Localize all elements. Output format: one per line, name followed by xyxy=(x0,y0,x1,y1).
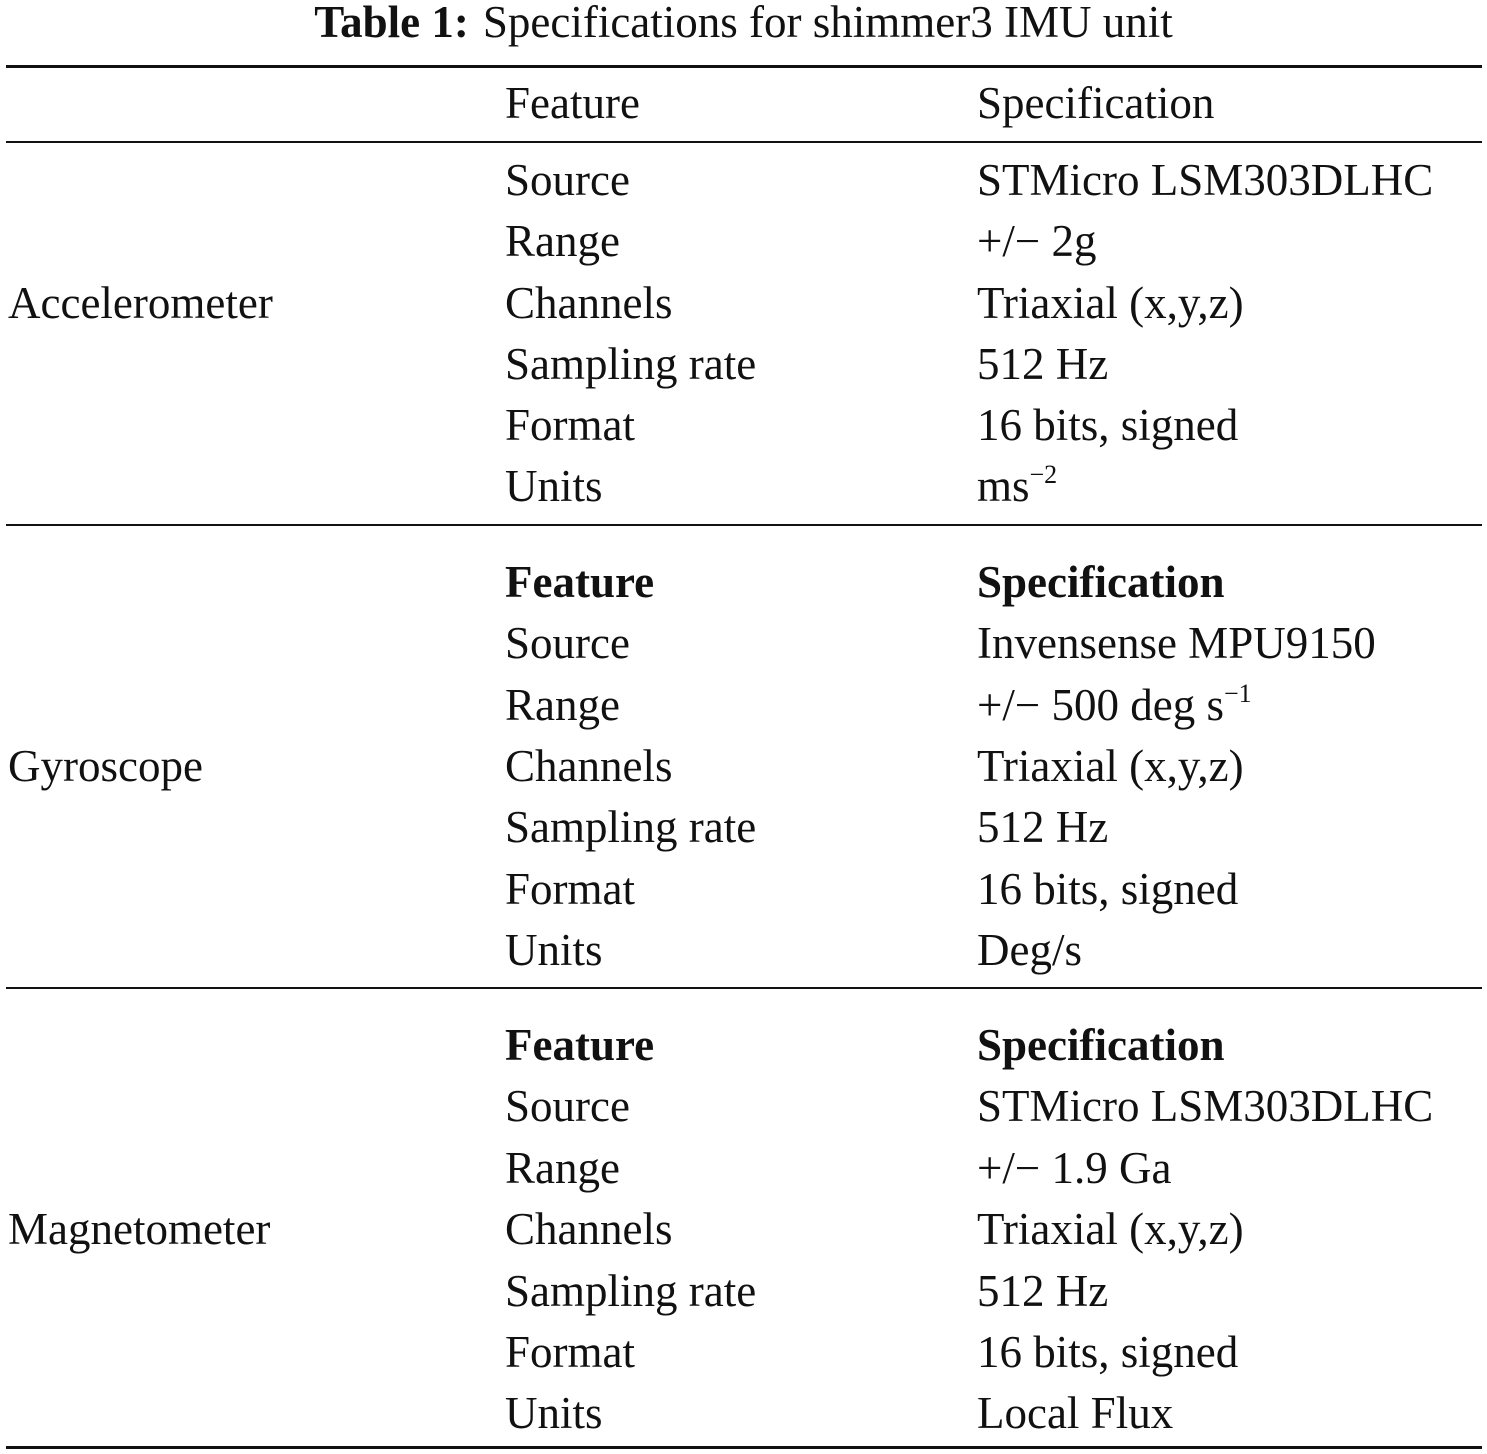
spec-cell: Deg/s xyxy=(977,925,1082,975)
spec-range-text: +/− 500 deg s xyxy=(977,680,1224,730)
spec-cell xyxy=(977,456,1057,517)
feature-cell: Sampling rate xyxy=(505,1266,757,1316)
spec-cell: 512 Hz xyxy=(977,339,1109,389)
spec-cell: Invensense MPU9150 xyxy=(977,618,1376,668)
feature-cell: Source xyxy=(505,1081,630,1131)
spec-cell: Triaxial (x,y,z) xyxy=(977,1204,1244,1254)
feature-cell: Channels xyxy=(505,1204,673,1254)
feature-cell: Source xyxy=(505,155,630,205)
feature-cell: Units xyxy=(505,461,603,511)
spec-cell: STMicro LSM303DLHC xyxy=(977,1081,1434,1131)
feature-cell: Channels xyxy=(505,741,673,791)
feature-cell: Format xyxy=(505,400,635,450)
spec-cell: Triaxial (x,y,z) xyxy=(977,741,1244,791)
feature-cell: Units xyxy=(505,1388,603,1438)
spec-cell xyxy=(977,675,1252,736)
feature-cell: Sampling rate xyxy=(505,339,757,389)
spec-cell: 16 bits, signed xyxy=(977,1327,1239,1377)
feature-cell: Range xyxy=(505,680,620,730)
spec-cell: Triaxial (x,y,z) xyxy=(977,278,1244,328)
feature-cell: Format xyxy=(505,1327,635,1377)
group-divider xyxy=(6,987,1482,989)
spec-cell: STMicro LSM303DLHC xyxy=(977,155,1434,205)
spec-cell: 16 bits, signed xyxy=(977,400,1239,450)
feature-cell: Sampling rate xyxy=(505,802,757,852)
header-specification: Specification xyxy=(977,78,1215,128)
feature-cell: Source xyxy=(505,618,630,668)
header-rule xyxy=(6,141,1482,143)
subheader-specification: Specification xyxy=(977,557,1225,607)
feature-cell: Format xyxy=(505,864,635,914)
header-feature: Feature xyxy=(505,78,640,128)
sensor-name-gyroscope: Gyroscope xyxy=(8,741,203,791)
sensor-name-magnetometer: Magnetometer xyxy=(8,1204,271,1254)
bottom-rule xyxy=(6,1446,1482,1449)
sensor-name-accelerometer: Accelerometer xyxy=(8,278,273,328)
caption-text: Specifications for shimmer3 IMU unit xyxy=(482,0,1173,47)
spec-cell: +/− 2g xyxy=(977,216,1097,266)
subheader-specification: Specification xyxy=(977,1020,1225,1070)
feature-cell: Channels xyxy=(505,278,673,328)
feature-cell: Units xyxy=(505,925,603,975)
table-caption xyxy=(0,0,1487,47)
spec-cell: +/− 1.9 Ga xyxy=(977,1143,1172,1193)
spec-cell: 512 Hz xyxy=(977,1266,1109,1316)
spec-cell: 16 bits, signed xyxy=(977,864,1239,914)
subheader-feature: Feature xyxy=(505,557,655,607)
subheader-feature: Feature xyxy=(505,1020,655,1070)
spec-cell: 512 Hz xyxy=(977,802,1109,852)
feature-cell: Range xyxy=(505,1143,620,1193)
spec-range-exponent: −1 xyxy=(1224,679,1252,708)
group-divider xyxy=(6,524,1482,526)
feature-cell: Range xyxy=(505,216,620,266)
spec-unit-exponent: −2 xyxy=(1029,460,1058,489)
top-rule xyxy=(6,65,1482,68)
spec-unit-text: ms xyxy=(977,461,1030,511)
caption-label: Table 1: xyxy=(314,0,469,47)
spec-cell: Local Flux xyxy=(977,1388,1174,1438)
